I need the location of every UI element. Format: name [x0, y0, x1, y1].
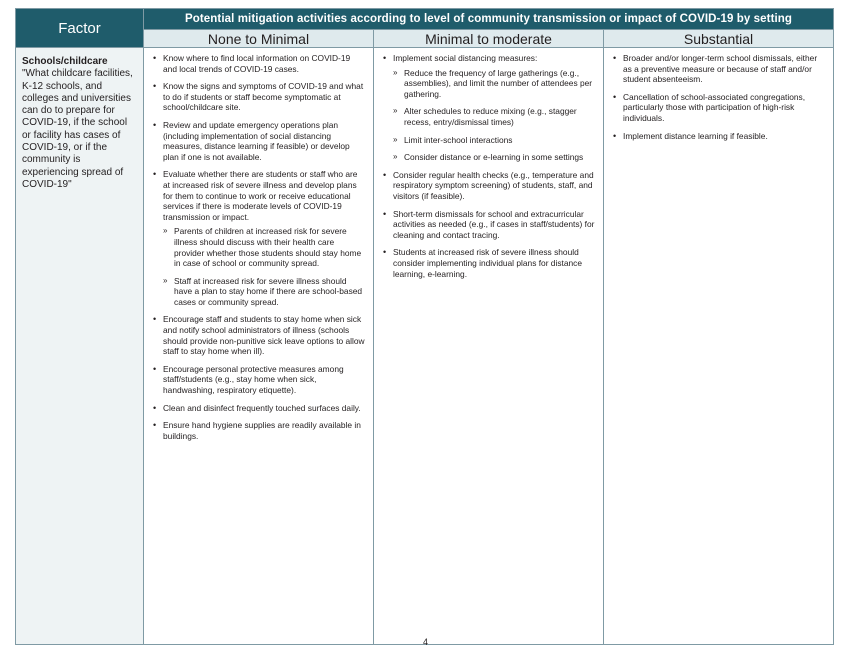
column-header-none-to-minimal: None to Minimal [144, 30, 374, 48]
list-item: • Encourage staff and students to stay home when sick and notify school administrators of illness (schools should provide non-punitive sick leave options to allow staff to stay home when ill). [152, 314, 365, 356]
list-item: • Review and update emergency operations plan (including implementation of social distancing measures, distance learning if feasible) or develop plan if one is not available. [152, 120, 365, 162]
mitigation-table [15, 8, 834, 645]
minimal-to-moderate-cell [374, 48, 604, 645]
list-item: • Know the signs and symptoms of COVID-19 and what to do if students or staff become symptomatic at school/childcare site. [152, 81, 365, 113]
list-item: • Broader and/or longer-term school dismissals, either as a preventive measure or because of staff and/or student absenteeism. [612, 53, 825, 85]
factor-cell [16, 48, 144, 645]
list-item [152, 169, 365, 307]
list-item: • Clean and disinfect frequently touched surfaces daily. [152, 403, 365, 414]
list-item: • Short-term dismissals for school and extracurricular activities as needed (e.g., if cases in staff/students) for cleaning and contact tracing. [382, 209, 595, 241]
none-to-minimal-cell [144, 48, 374, 645]
sub-list-item: » Consider distance or e-learning in some settings [393, 152, 595, 163]
column-header-substantial: Substantial [604, 30, 834, 48]
sub-list-item: » Staff at increased risk for severe illness should have a plan to stay home if there are school-based cases or community spread. [163, 276, 365, 308]
column-header-minimal-to-moderate: Minimal to moderate [374, 30, 604, 48]
list-item-text: Implement social distancing measures: [393, 53, 538, 63]
substantial-cell [604, 48, 834, 645]
page-number: 4 [423, 637, 429, 647]
factor-description: "What childcare facilities, K-12 schools, and colleges and universities can do to prepare for COVID-19, if the school or facility has cases of COVID-19, or if the community is experiencing spread of COVID-19" [22, 68, 133, 190]
list-item: • Implement distance learning if feasible. [612, 131, 825, 142]
list-item: • Cancellation of school-associated congregations, particularly those with participation of high-risk individuals. [612, 92, 825, 124]
sub-list-item: » Limit inter-school interactions [393, 135, 595, 146]
factor-header: Factor [16, 9, 144, 48]
table-title: Potential mitigation activities according to level of community transmission or impact of COVID-19 by setting [144, 9, 834, 30]
list-item: • Encourage personal protective measures among staff/students (e.g., stay home when sick, handwashing, respiratory etiquette). [152, 364, 365, 396]
sub-list-item: » Reduce the frequency of large gatherings (e.g., assemblies), and limit the number of attendees per gathering. [393, 68, 595, 100]
list-item: • Consider regular health checks (e.g., temperature and respiratory symptom screening) of students, staff, and visitors (if feasible). [382, 170, 595, 202]
factor-title: Schools/childcare [22, 56, 108, 67]
list-item-text: Evaluate whether there are students or staff who are at increased risk of severe illness and develop plans for them to continue to work or receive educational services if there is moderate levels of COVID-19 transmission or impact. [163, 169, 358, 222]
list-item: • Know where to find local information on COVID-19 and local trends of COVID-19 cases. [152, 53, 365, 74]
list-item [382, 53, 595, 163]
list-item: • Students at increased risk of severe illness should consider implementing individual plans for distance learning, e-learning. [382, 247, 595, 279]
list-item: • Ensure hand hygiene supplies are readily available in buildings. [152, 420, 365, 441]
sub-list-item: » Alter schedules to reduce mixing (e.g., stagger recess, entry/dismissal times) [393, 106, 595, 127]
sub-list-item: » Parents of children at increased risk for severe illness should discuss with their health care provider whether those students should stay home in case of school or community spread. [163, 226, 365, 268]
